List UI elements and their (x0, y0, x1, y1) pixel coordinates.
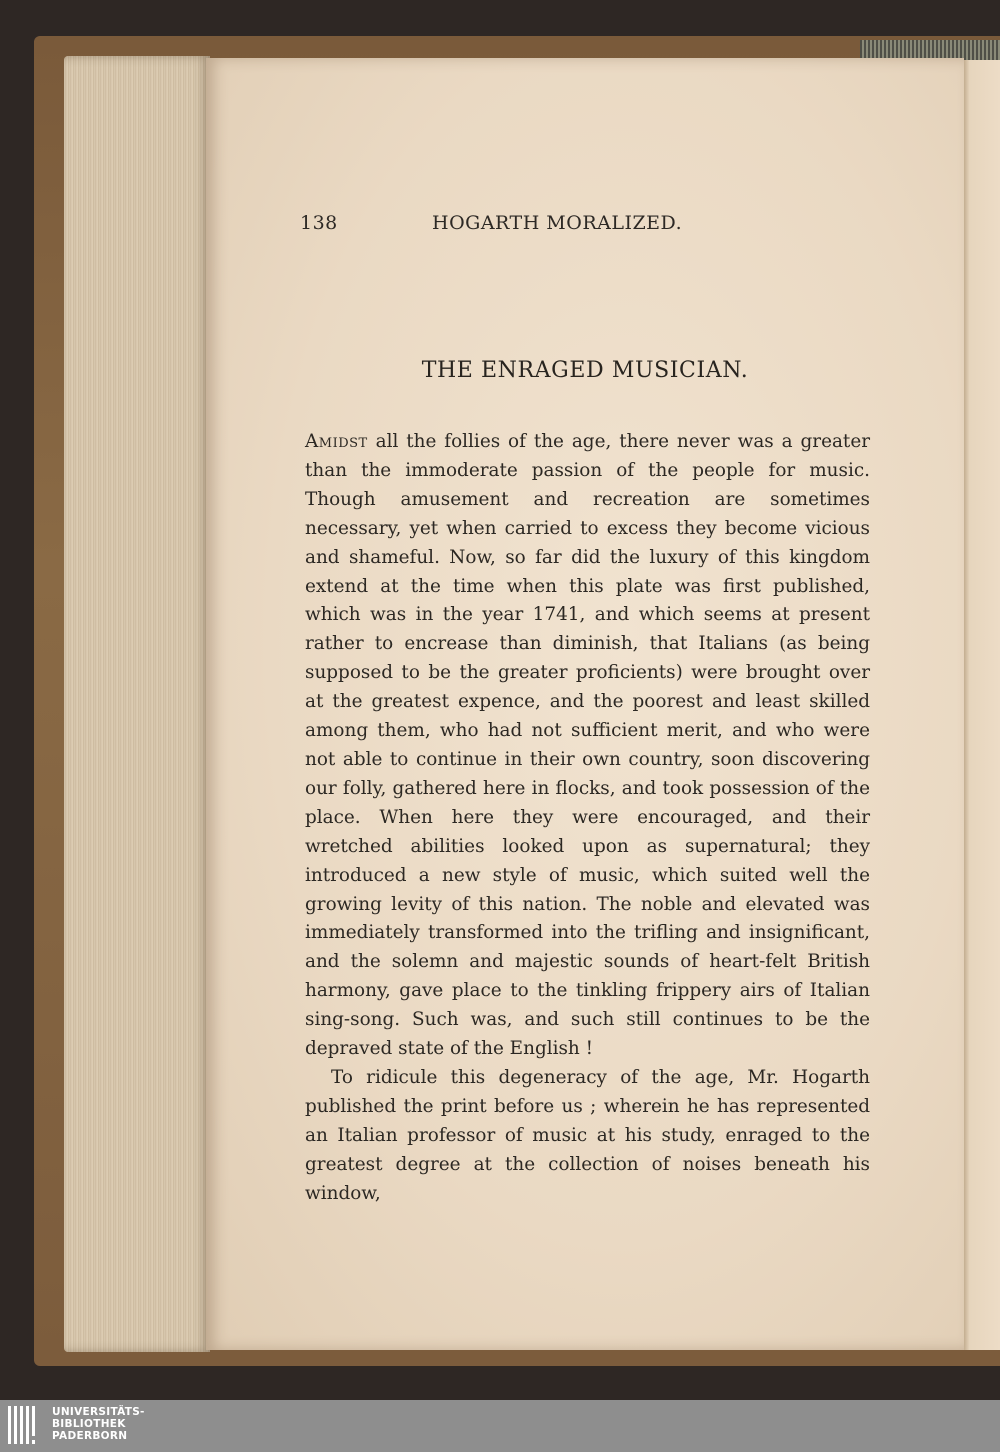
library-footer (0, 1400, 1000, 1452)
drop-word: Amidst (305, 431, 368, 452)
library-logo-icon (8, 1406, 42, 1446)
paragraph-1-text: all the follies of the age, there never was a greater than the immoderate passion of the people for music. Though amusement and recreation are sometimes necessary, yet when carried to excess they become vicious and shameful. Now, so far did the luxury of this kingdom extend at the time when this plate was first published, which was in the year 1741, and which seems at present rather to encrease than diminish, that Italians (as being supposed to be the greater proficients) were brought over at the greatest expence, and the poorest and least skilled among them, who had not sufficient merit, and who were not able to continue in their own country, soon discovering our folly, gathered here in flocks, and took possession of the place. When here they were encouraged, and their wretched abilities looked upon as supernatural; they introduced a new style of music, which suited well the growing levity of this nation. The noble and elevated was immediately transformed into the trifling and insignificant, and the solemn and majestic sounds of heart-felt British harmony, gave place to the tinkling frippery airs of Italian sing-song. Such was, and such still continues to be the depraved state of the English ! (305, 431, 870, 1060)
body-text (305, 428, 870, 1208)
running-head (300, 212, 720, 238)
running-head-title: HOGARTH MORALIZED. (432, 212, 683, 234)
page-number: 138 (300, 212, 338, 234)
paragraph-1 (305, 428, 870, 1064)
facing-page-edge (962, 60, 1000, 1350)
library-name (52, 1406, 145, 1442)
library-name-line-2: BIBLIOTHEK (52, 1418, 126, 1430)
library-name-line-3: PADERBORN (52, 1430, 128, 1442)
page-block-edges (64, 56, 210, 1352)
chapter-title: THE ENRAGED MUSICIAN. (421, 358, 749, 383)
library-name-line-1: UNIVERSITÄTS- (52, 1406, 145, 1418)
paragraph-2: To ridicule this degeneracy of the age, Mr. Hogarth published the print before us ; wherein he has represented an Italian professor of music at his study, enraged to the greatest degree at the collection of noises beneath his window, (305, 1066, 870, 1204)
